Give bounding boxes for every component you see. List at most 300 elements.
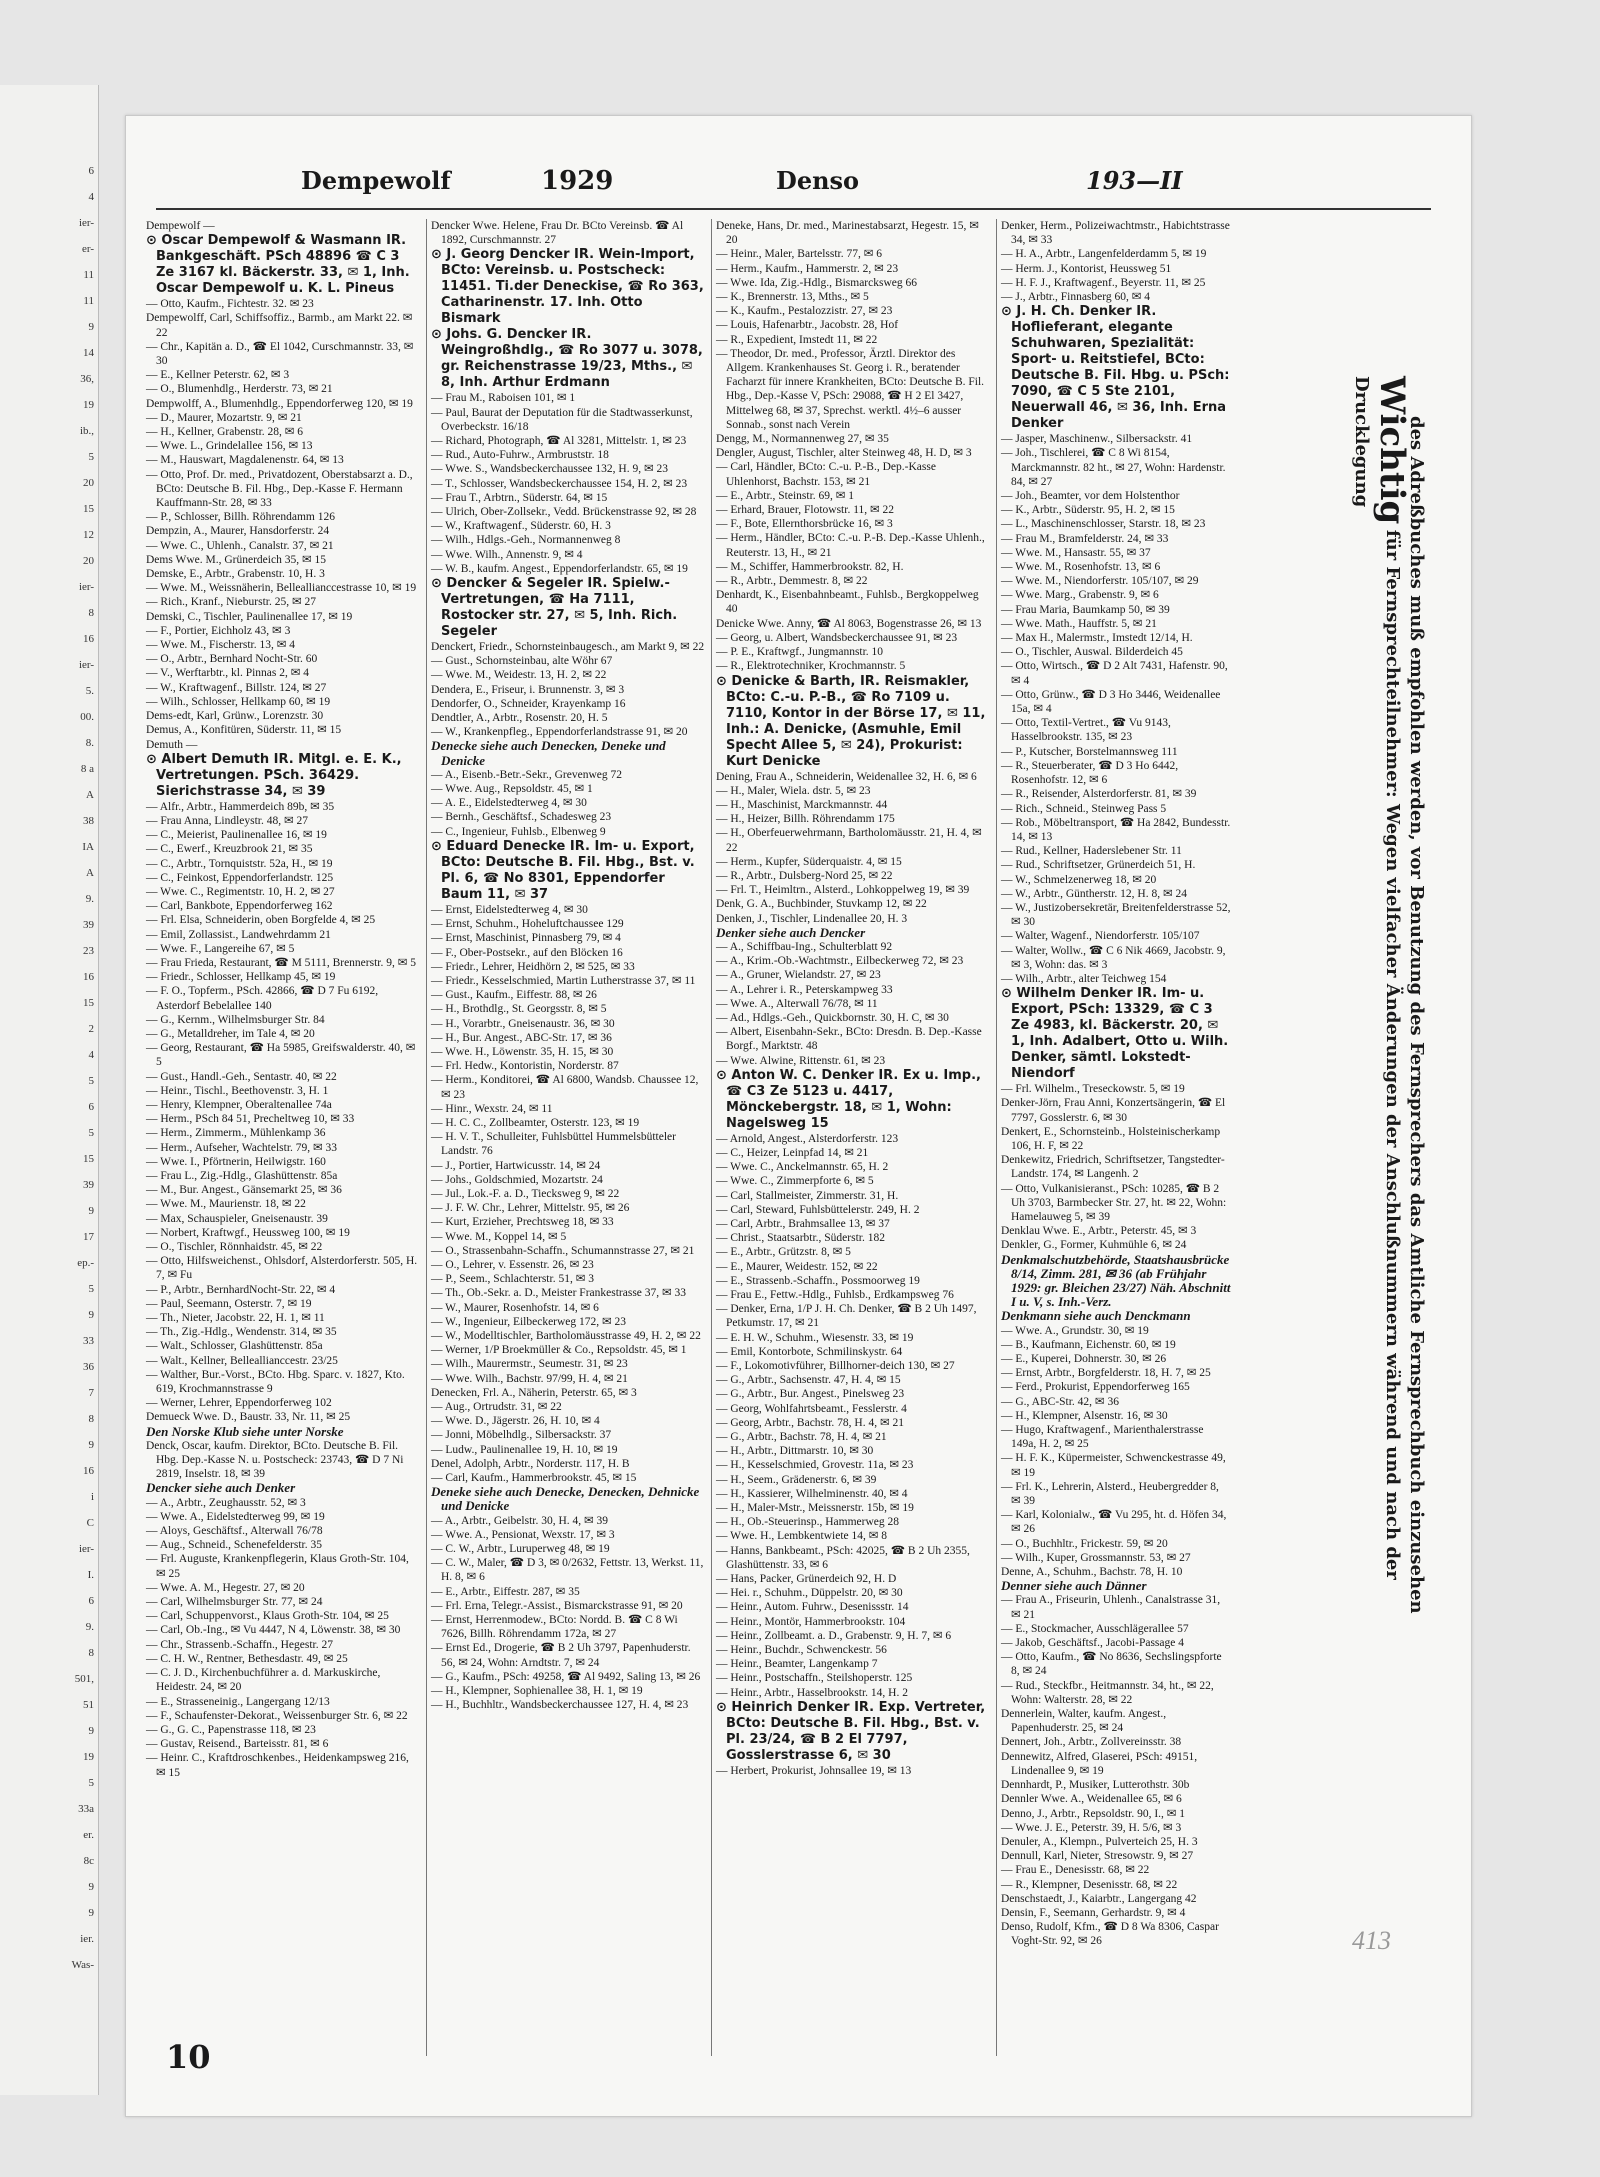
- margin-fragment: Was-: [71, 1959, 94, 1971]
- directory-entry: — Wwe. C., Uhlenh., Canalstr. 37, ✉ 21: [146, 539, 334, 552]
- directory-entry: — Walter, Wagenf., Niendorferstr. 105/107: [1001, 930, 1200, 943]
- directory-entry: — Frau M., Raboisen 101, ✉ 1: [431, 392, 576, 405]
- margin-fragment: 36: [83, 1361, 94, 1373]
- directory-entry: — Kurt, Erzieher, Prechtsweg 18, ✉ 33: [431, 1216, 614, 1229]
- column-1: [146, 219, 421, 1780]
- directory-entry: — H. F. J., Kraftwagenf., Beyerstr. 11, ✉ 25: [1001, 276, 1206, 289]
- margin-fragment: 5: [88, 451, 94, 463]
- directory-entry: — H., Arbtr., Dittmarstr. 10, ✉ 30: [716, 1445, 874, 1458]
- directory-entry: — J. F. W. Chr., Lehrer, Mittelstr. 95, ✉ 26: [431, 1202, 630, 1215]
- directory-entry: — C. J. D., Kirchenbuchführer a. d. Markuskirche, Heidestr. 24, ✉ 20: [146, 1667, 381, 1694]
- directory-entry: Denklau Wwe. E., Arbtr., Peterstr. 45, ✉ 3: [1001, 1225, 1197, 1238]
- directory-entry: Dennler Wwe. A., Weidenallee 65, ✉ 6: [1001, 1793, 1182, 1806]
- directory-entry: — Frau E., Denesisstr. 68, ✉ 22: [1001, 1864, 1150, 1877]
- directory-entry: — Heinr., Tischl., Beethovenstr. 3, H. 1: [146, 1084, 329, 1097]
- directory-entry: — Carl, Ob.-Ing., ✉ Vu 4447, N 4, Löwenstr. 38, ✉ 30: [146, 1624, 401, 1637]
- directory-entry: — Herm., PSch 84 51, Precheltweg 10, ✉ 33: [146, 1113, 355, 1126]
- directory-entry: — R., Reisender, Alsterdorferstr. 81, ✉ 39: [1001, 788, 1197, 801]
- directory-entry: — Herm., Aufseher, Wachtelstr. 79, ✉ 33: [146, 1141, 338, 1154]
- directory-entry: — Herm., Konditorei, ☎ Al 6800, Wandsb. Chaussee 12, ✉ 23: [431, 1074, 699, 1101]
- directory-entry: — K., Kaufm., Pestalozzistr. 27, ✉ 23: [716, 305, 893, 318]
- directory-entry: — Walther, Bur.-Vorst., BCto. Hbg. Sparc. v. 1827, Kto. 619, Krochmannstrasse 9: [146, 1368, 405, 1396]
- directory-entry: — Th., Ob.-Sekr. a. D., Meister Frankestrasse 37, ✉ 33: [431, 1287, 687, 1300]
- directory-entry: — E. H. W., Schuhm., Wiesenstr. 33, ✉ 19: [716, 1331, 914, 1344]
- margin-fragment: ier-: [78, 581, 94, 593]
- directory-entry: — O., Blumenhdlg., Herderstr. 73, ✉ 21: [146, 383, 333, 396]
- pencil-annotation: 413: [1352, 1926, 1391, 1955]
- page-number: 10: [166, 2038, 211, 2076]
- directory-entry: — Wilh., Kuper, Grossmannstr. 53, ✉ 27: [1001, 1551, 1191, 1564]
- margin-fragment: 15: [83, 503, 94, 515]
- directory-entry: — A. E., Eidelstedterweg 4, ✉ 30: [431, 797, 587, 810]
- directory-entry: — Ernst, Eidelstedterweg 4, ✉ 30: [431, 903, 588, 916]
- directory-entry: — G., Arbtr., Bachstr. 78, H. 4, ✉ 21: [716, 1431, 887, 1444]
- directory-entry: — Hei. r., Schuhm., Düppelstr. 20, ✉ 30: [716, 1587, 903, 1600]
- directory-entry: — Wwe. C., Anckelmannstr. 65, H. 2: [716, 1161, 889, 1174]
- directory-entry: Denschstaedt, J., Kaiarbtr., Langergang 42: [1001, 1892, 1197, 1905]
- directory-entry: Dennert, Joh., Arbtr., Zollvereinsstr. 38: [1001, 1736, 1182, 1749]
- margin-fragment: 9: [88, 1725, 94, 1737]
- directory-entry: ⊙ J. H. Ch. Denker IR. Hoflieferant, elegante Schuhwaren, Spezialität: Sport- u. Reitstiefel, BCto: Deutsche B. Fil. Hbg. u. PSch: 7090, ☎ C 5 Ste 2101, Neuerwall 46, ✉ 36, Inh. Erna Denker: [1001, 304, 1230, 432]
- directory-entry: — Wwe. A., Grundstr. 30, ✉ 19: [1001, 1324, 1149, 1337]
- directory-entry: ⊙ J. Georg Dencker IR. Wein-Import, BCto: Vereinsb. u. Postscheck: 11451. Ti.der Deneckise, ☎ Ro 363, Catharinenstr. 17. Inh. Otto Bismark: [431, 247, 704, 327]
- directory-entry: — Herm., Kaufm., Hammerstr. 2, ✉ 23: [716, 262, 899, 275]
- directory-entry: — Wwe. Wilh., Bachstr. 97/99, H. 4, ✉ 21: [431, 1372, 628, 1385]
- directory-entry: — W., Modelltischler, Bartholomäusstrasse 49, H. 2, ✉ 22: [431, 1329, 701, 1342]
- margin-fragment: 23: [83, 945, 94, 957]
- directory-entry: — E., Strassenb.-Schaffn., Possmoorweg 19: [716, 1274, 920, 1287]
- directory-entry: — Joh., Beamter, vor dem Holstenthor: [1001, 490, 1180, 503]
- margin-fragment: 9: [88, 1907, 94, 1919]
- directory-entry: — F. O., Topferm., PSch. 42866, ☎ D 7 Fu 6192, Asterdorf Bebelallee 140: [146, 985, 379, 1012]
- directory-entry: — A., Eisenb.-Betr.-Sekr., Grevenweg 72: [431, 768, 622, 781]
- directory-entry: — Gust., Schornsteinbau, alte Wöhr 67: [431, 655, 613, 668]
- margin-fragment: 39: [83, 919, 94, 931]
- margin-fragment: 9: [88, 1439, 94, 1451]
- directory-entry: Demski, C., Tischler, Paulinenallee 17, ✉ 19: [146, 610, 353, 623]
- directory-entry: — Wwe. Marg., Grabenstr. 9, ✉ 6: [1001, 589, 1159, 602]
- directory-entry: Dempewolf —: [146, 220, 215, 232]
- directory-entry: — E., Maurer, Weidestr. 152, ✉ 22: [716, 1260, 878, 1273]
- directory-entry: Denck, Oscar, kaufm. Direktor, BCto. Deutsche B. Fil. Hbg. Dep.-Kasse N. u. Postscheck: 23743, ☎ D 7 Ni 2819, Inselstr. 18, ✉ 39: [146, 1439, 404, 1481]
- directory-entry: — Wwe. M., Weidestr. 13, H. 2, ✉ 22: [431, 669, 607, 682]
- directory-entry: — Henry, Klempner, Oberaltenallee 74a: [146, 1098, 332, 1111]
- directory-entry: — Arnold, Angest., Alsterdorferstr. 123: [716, 1132, 899, 1145]
- directory-entry: Denkmann siehe auch Denckmann: [1001, 1308, 1191, 1324]
- directory-entry: — Emil, Kontorbote, Schmilinskystr. 64: [716, 1345, 903, 1358]
- directory-entry: — Werner, 1/P Broekmüller & Co., Repsoldstr. 45, ✉ 1: [431, 1344, 687, 1357]
- margin-fragment: 6: [88, 1595, 94, 1607]
- directory-entry: — Herm., Zimmerm., Mühlenkamp 36: [146, 1127, 326, 1140]
- margin-fragment: 33: [83, 1335, 94, 1347]
- directory-entry: — Herm., Händler, BCto: C.-u. P.-B. Dep.-Kasse Uhlenh., Reuterstr. 13, H., ✉ 21: [716, 532, 985, 559]
- directory-entry: ⊙ Johs. G. Dencker IR. Weingroßhdlg., ☎ Ro 3077 u. 3078, gr. Reichenstrasse 19/23, Mths., ✉ 8, Inh. Arthur Erdmann: [431, 327, 703, 391]
- directory-entry: — Hinr., Wexstr. 24, ✉ 11: [431, 1102, 553, 1115]
- margin-fragment: 39: [83, 1179, 94, 1191]
- directory-entry: Dengler, August, Tischler, alter Steinweg 48, H. D, ✉ 3: [716, 447, 972, 460]
- directory-entry: — Walt., Schlosser, Glashüttenstr. 85a: [146, 1340, 323, 1353]
- directory-entry: — H. A., Arbtr., Langenfelderdamm 5, ✉ 19: [1001, 248, 1207, 261]
- directory-entry: — K., Brennerstr. 13, Mths., ✉ 5: [716, 291, 869, 304]
- directory-entry: — Heinr., Maler, Bartelsstr. 77, ✉ 6: [716, 248, 882, 261]
- directory-entry: — Ernst, Schuhm., Hoheluftchaussee 129: [431, 918, 624, 931]
- header-right-word: Denso: [776, 166, 860, 195]
- directory-entry: — Paul, Seemann, Osterstr. 7, ✉ 19: [146, 1297, 312, 1310]
- directory-entry: — Wwe. A. M., Hegestr. 27, ✉ 20: [146, 1581, 305, 1594]
- directory-entry: — Friedr., Schlosser, Hellkamp 45, ✉ 19: [146, 971, 336, 984]
- directory-entry: — A., Gruner, Wielandstr. 27, ✉ 23: [716, 969, 881, 982]
- directory-entry: — C., Arbtr., Tornquiststr. 52a, H., ✉ 19: [146, 857, 333, 870]
- directory-entry: — F., Lokomotivführer, Billhorner-deich 130, ✉ 27: [716, 1360, 955, 1373]
- directory-entry: — Rud., Schriftsetzer, Grünerdeich 51, H.: [1001, 859, 1196, 872]
- directory-entry: — Frau T., Arbtrn., Süderstr. 64, ✉ 15: [431, 491, 608, 504]
- directory-entry: — Johs., Goldschmied, Mozartstr. 24: [431, 1173, 603, 1186]
- directory-entry: — Georg, Restaurant, ☎ Ha 5985, Greifswalderstr. 40, ✉ 5: [146, 1042, 416, 1069]
- directory-entry: — F., Portier, Eichholz 43, ✉ 3: [146, 624, 291, 637]
- directory-entry: — Albert, Eisenbahn-Sekr., BCto: Dresdn. B. Dep.-Kasse Borgf., Marktstr. 48: [716, 1026, 982, 1053]
- directory-entry: — M., Hauswart, Magdalenenstr. 64, ✉ 13: [146, 454, 344, 467]
- directory-entry: — Wwe. S., Wandsbeckerchaussee 132, H. 9, ✉ 23: [431, 463, 668, 476]
- directory-entry: — Georg, Wohlfahrtsbeamt., Fesslerstr. 4: [716, 1402, 907, 1415]
- directory-entry: — Carl, Kaufm., Hammerbrookstr. 45, ✉ 15: [431, 1472, 637, 1485]
- directory-entry: — Werner, Lehrer, Eppendorferweg 102: [146, 1397, 332, 1410]
- directory-entry: ⊙ Anton W. C. Denker IR. Ex u. Imp., ☎ C3 Ze 5123 u. 4417, Mönckebergstr. 18, ✉ 1, Wohn: Nagelsweg 15: [716, 1067, 981, 1131]
- page-header: [126, 166, 1471, 206]
- directory-entry: — Ludw., Paulinenallee 19, H. 10, ✉ 19: [431, 1443, 618, 1456]
- margin-fragment: 36,: [80, 373, 94, 385]
- directory-entry: Dencker Wwe. Helene, Frau Dr. BCto Vereinsb. ☎ Al 1892, Curschmannstr. 27: [431, 220, 684, 247]
- margin-fragment: 16: [83, 1465, 94, 1477]
- directory-entry: — Aloys, Geschäftsf., Alterwall 76/78: [146, 1525, 323, 1538]
- directory-entry: — Th., Zig.-Hdlg., Wendenstr. 314, ✉ 35: [146, 1326, 337, 1339]
- directory-entry: — H., Kesselschmied, Grovestr. 11a, ✉ 23: [716, 1459, 914, 1472]
- directory-entry: — Frau Maria, Baumkamp 50, ✉ 39: [1001, 603, 1170, 616]
- margin-fragment: ier-: [78, 1543, 94, 1555]
- directory-entry: ⊙ Denicke & Barth, IR. Reismakler, BCto: C.-u. P.-B., ☎ Ro 7109 u. 7110, Kontor in der Börse 17, ✉ 11, Inh.: A. Denicke, (Asmuhle, Emil Specht Allee 5, ✉ 24), Prokurist: Kurt Denicke: [716, 673, 986, 769]
- directory-entry: — W., Krankenpfleg., Eppendorferlandstrasse 91, ✉ 20: [431, 726, 688, 739]
- directory-entry: — Jakob, Geschäftsf., Jacobi-Passage 4: [1001, 1637, 1184, 1650]
- directory-entry: — Frl. Erna, Telegr.-Assist., Bismarckstrasse 91, ✉ 20: [431, 1599, 683, 1612]
- directory-entry: — Wwe. D., Jägerstr. 26, H. 10, ✉ 4: [431, 1415, 600, 1428]
- directory-entry: — W., Justizobersekretär, Breitenfelderstrasse 52, ✉ 30: [1001, 901, 1231, 929]
- directory-entry: Demus, A., Konfitüren, Süderstr. 11, ✉ 15: [146, 724, 342, 737]
- directory-entry: — Otto, Textil-Vertret., ☎ Vu 9143, Hasselbrookstr. 135, ✉ 23: [1001, 717, 1171, 744]
- margin-fragment: 9.: [85, 893, 94, 905]
- directory-entry: Dening, Frau A., Schneiderin, Weidenallee 32, H. 6, ✉ 6: [716, 770, 977, 783]
- directory-entry: — W. B., kaufm. Angest., Eppendorferlandstr. 65, ✉ 19: [431, 562, 688, 575]
- directory-entry: — H., Klempner, Alsenstr. 16, ✉ 30: [1001, 1409, 1168, 1422]
- directory-entry: — O., Lehrer, v. Essenstr. 26, ✉ 23: [431, 1258, 594, 1271]
- margin-fragment: 11: [83, 295, 94, 307]
- directory-entry: Dempewolff, Carl, Schiffsoffiz., Barmb., am Markt 22. ✉ 22: [146, 312, 413, 339]
- directory-entry: — H., Kassierer, Wilhelminenstr. 40, ✉ 4: [716, 1487, 908, 1500]
- directory-entry: — O., Buchhltr., Frickestr. 59, ✉ 20: [1001, 1537, 1168, 1550]
- directory-entry: — Wwe. M., Koppel 14, ✉ 5: [431, 1230, 567, 1243]
- directory-entry: — Theodor, Dr. med., Professor, Ärztl. Direktor des Allgem. Krankenhauses St. Georg i. R., beratender Facharzt für innere Krankheiten, BCto: Deutsche B. Fil. Hbg., Dep.-Kasse V, PSch: 29088, ☎ H 2 El 3427, Mittelweg 68, ✉ 37, Sprechst. werktl. 4½–6 ausser Sonnab., sonst nach Verein: [716, 347, 985, 431]
- margin-fragment: er-: [82, 243, 94, 255]
- directory-entry: — E., Arbtr., Grützstr. 8, ✉ 5: [716, 1246, 851, 1259]
- directory-entry: — H., Maschinist, Marckmannstr. 44: [716, 798, 888, 811]
- directory-entry: — Frau A., Friseurin, Uhlenh., Canalstrasse 31, ✉ 21: [1001, 1594, 1221, 1621]
- notice-line-1: für Fernsprechteilnehmer: Wegen vielfacher Änderungen der Anschlußnummern während und nach der Drucklegung: [1351, 376, 1403, 1580]
- directory-entry: — W., Maurer, Rosenhofstr. 14, ✉ 6: [431, 1301, 599, 1314]
- directory-entry: — Ernst, Herrenmodew., BCto: Nordd. B. ☎ C 8 Wi 7626, Billh. Röhrendamm 172a, ✉ 27: [431, 1614, 678, 1641]
- margin-fragment: 8.: [85, 737, 94, 749]
- margin-fragment: 16: [83, 971, 94, 983]
- directory-entry: — Herm., Kupfer, Süderquaistr. 4, ✉ 15: [716, 855, 902, 868]
- margin-fragment: 14: [83, 347, 94, 359]
- directory-entry: — Rud., Auto-Fuhrw., Armbruststr. 18: [431, 449, 609, 462]
- directory-entry: — P. E., Kraftwgf., Jungmannstr. 10: [716, 646, 884, 659]
- directory-entry: — Wwe. I., Pförtnerin, Heilwigstr. 160: [146, 1155, 326, 1168]
- directory-entry: — Wwe. F., Langereihe 67, ✉ 5: [146, 942, 295, 955]
- margin-fragment: IA: [82, 841, 94, 853]
- margin-fragment: 38: [83, 815, 94, 827]
- directory-entry: — Frl. Hedw., Kontoristin, Norderstr. 87: [431, 1060, 619, 1073]
- directory-entry: — Max, Schauspieler, Gneisenaustr. 39: [146, 1212, 328, 1225]
- directory-entry: — W., Arbtr., Güntherstr. 12, H. 8, ✉ 24: [1001, 887, 1187, 900]
- directory-entry: — Otto, Vulkanisieranst., PSch: 10285, ☎ B 2 Uh 3703, Barmbecker Str. 27, ht. ✉ 22, Wohn: Hamelauweg 5, ✉ 39: [1001, 1182, 1227, 1223]
- directory-entry: — H., Brothdlg., St. Georgsstr. 8, ✉ 5: [431, 1003, 607, 1016]
- directory-entry: Denso, Rudolf, Kfm., ☎ D 8 Wa 8306, Caspar Voght-Str. 92, ✉ 26: [1001, 1921, 1219, 1948]
- directory-entry: — E., Strasseneinig., Langergang 12/13: [146, 1695, 330, 1708]
- directory-entry: — R., Arbtr., Dulsberg-Nord 25, ✉ 22: [716, 869, 893, 882]
- directory-entry: — F., Bote, Ellernthorsbrücke 16, ✉ 3: [716, 518, 893, 531]
- directory-entry: — Walter, Wollw., ☎ C 6 Nik 4669, Jacobstr. 9, ✉ 3, Wohn: das. ✉ 3: [1001, 944, 1226, 971]
- directory-entry: — W., Kraftwagenf., Billstr. 124, ✉ 27: [146, 681, 327, 694]
- directory-entry: — Ernst, Maschinist, Pinnasberg 79, ✉ 4: [431, 932, 621, 945]
- directory-entry: — Rich., Kranf., Nieburstr. 25, ✉ 27: [146, 596, 316, 609]
- directory-entry: — E., Kuperei, Dohnerstr. 30, ✉ 26: [1001, 1353, 1167, 1365]
- directory-entry: — C., Ingenieur, Fuhlsb., Elbenweg 9: [431, 825, 606, 838]
- directory-entry: — A., Lehrer i. R., Peterskampweg 33: [716, 983, 893, 996]
- directory-entry: ⊙ Oscar Dempewolf & Wasmann IR. Bankgeschäft. PSch 48896 ☎ C 3 Ze 3167 kl. Bäckerstr. 33, ✉ 1, Inh. Oscar Dempewolf u. K. L. Pineus: [146, 233, 410, 297]
- directory-entry: — Herbert, Prokurist, Johnsallee 19, ✉ 13: [716, 1764, 912, 1777]
- margin-fragment: i: [90, 1491, 94, 1503]
- directory-entry: — Wwe. C., Zimmerpforte 6, ✉ 5: [716, 1175, 874, 1188]
- directory-entry: — G., G. C., Papenstrasse 118, ✉ 23: [146, 1723, 316, 1736]
- directory-entry: — Heinr., Postschaffn., Steilshoperstr. 125: [716, 1672, 913, 1685]
- directory-entry: — C., Ewerf., Kreuzbrook 21, ✉ 35: [146, 843, 313, 856]
- directory-entry: Dempwolff, A., Blumenhdlg., Eppendorferweg 120, ✉ 19: [146, 397, 413, 410]
- directory-entry: — Richard, Photograph, ☎ Al 3281, Mittelstr. 1, ✉ 23: [431, 435, 687, 448]
- directory-entry: — Wwe. Ida, Zig.-Hdlg., Bismarcksweg 66: [716, 276, 917, 289]
- directory-entry: — Jasper, Maschinenw., Silbersackstr. 41: [1001, 433, 1193, 446]
- margin-fragment: 5: [88, 1283, 94, 1295]
- margin-fragment: 5.: [85, 685, 94, 697]
- directory-entry: Dems Wwe. M., Grünerdeich 35, ✉ 15: [146, 553, 326, 566]
- directory-entry: ⊙ Albert Demuth IR. Mitgl. e. E. K., Vertretungen. PSch. 36429. Sierichstrasse 34, ✉ 39: [146, 751, 402, 799]
- directory-entry: — O., Tischler, Rönnhaidstr. 45, ✉ 22: [146, 1241, 323, 1253]
- directory-entry: Dendera, E., Friseur, i. Brunnenstr. 3, ✉ 3: [431, 683, 625, 696]
- directory-entry: — Carl, Steward, Fuhlsbüttelerstr. 249, H. 2: [716, 1203, 920, 1216]
- directory-entry: — Rob., Möbeltransport, ☎ Ha 2842, Bundesstr. 14, ✉ 13: [1001, 816, 1231, 843]
- directory-entry: — Aug., Ortrudstr. 31, ✉ 22: [431, 1401, 562, 1413]
- directory-entry: — Rud., Steckfbr., Heitmannstr. 34, ht., ✉ 22, Wohn: Walterstr. 28, ✉ 22: [1001, 1679, 1214, 1706]
- directory-entry: — Erhard, Brauer, Flotowstr. 11, ✉ 22: [716, 504, 895, 517]
- directory-entry: — C., Feinkost, Eppendorferlandstr. 125: [146, 871, 334, 884]
- directory-entry: — W., Ingenieur, Eilbeckerweg 172, ✉ 23: [431, 1315, 627, 1328]
- column-4: [1001, 219, 1231, 1949]
- directory-entry: — Emil, Zollassist., Landwehrdamm 21: [146, 928, 331, 941]
- directory-entry: — R., Elektrotechniker, Krochmannstr. 5: [716, 660, 906, 673]
- directory-entry: ⊙ Heinrich Denker IR. Exp. Vertreter, BCto: Deutsche B. Fil. Hbg., Bst. v. Pl. 23/24, ☎ B 2 El 7797, Gosslerstrasse 6, ✉ 30: [716, 1699, 986, 1763]
- directory-entry: — Chr., Strassenb.-Schaffn., Hegestr. 27: [146, 1638, 333, 1651]
- directory-entry: — G., Arbtr., Bur. Angest., Pinelsweg 23: [716, 1388, 905, 1401]
- margin-fragment: 20: [83, 555, 94, 567]
- directory-entry: — Wwe. Alwine, Rittenstr. 61, ✉ 23: [716, 1054, 886, 1067]
- directory-entry: — R., Klempner, Desenisstr. 68, ✉ 22: [1001, 1878, 1178, 1891]
- margin-fragment: 12: [83, 529, 94, 541]
- margin-fragment: 9.: [85, 1621, 94, 1633]
- directory-entry: Denker-Jörn, Frau Anni, Konzertsängerin, ☎ El 7797, Gosslerstr. 6, ✉ 30: [1001, 1097, 1226, 1124]
- margin-fragment: 8: [88, 607, 94, 619]
- margin-fragment: 16: [83, 633, 94, 645]
- directory-entry: — Carl, Händler, BCto: C.-u. P.-B., Dep.-Kasse Uhlenhorst, Bachstr. 153, ✉ 21: [716, 461, 936, 488]
- margin-fragment: 7: [88, 1387, 94, 1399]
- directory-entry: — Heinr., Zollbeamt. a. D., Grabenstr. 9, H. 7, ✉ 6: [716, 1629, 952, 1642]
- header-page-ref: 193—II: [1086, 166, 1183, 195]
- directory-entry: — Wilh., Schlosser, Hellkamp 60, ✉ 19: [146, 695, 331, 708]
- directory-entry: Denuler, A., Klempn., Pulverteich 25, H. 3: [1001, 1835, 1198, 1848]
- directory-entry: — G., Metalldreher, im Tale 4, ✉ 20: [146, 1027, 315, 1040]
- margin-fragment: 501,: [74, 1673, 94, 1685]
- directory-entry: — Ferd., Prokurist, Eppendorferweg 165: [1001, 1381, 1190, 1394]
- directory-entry: — G., ABC-Str. 42, ✉ 36: [1001, 1395, 1119, 1408]
- notice-sidebar: [1351, 376, 1441, 1626]
- column-3: [716, 219, 991, 1778]
- header-year: 1929: [541, 166, 614, 196]
- margin-fragment: 51: [83, 1699, 94, 1711]
- directory-entry: Denker siehe auch Dencker: [716, 924, 866, 940]
- directory-entry: — Ernst Ed., Drogerie, ☎ B 2 Uh 3797, Papenhuderstr. 56, ✉ 24, Wohn: Arndtstr. 7, ✉ 24: [431, 1642, 691, 1669]
- margin-fragment: 8c: [83, 1855, 94, 1867]
- column-divider: [711, 219, 712, 2056]
- directory-entry: — H., Maler-Mstr., Meissnerstr. 15b, ✉ 19: [716, 1502, 914, 1515]
- directory-entry: Dennewitz, Alfred, Glaserei, PSch: 49151, Lindenallee 9, ✉ 19: [1001, 1750, 1198, 1777]
- directory-page: [125, 115, 1472, 2117]
- directory-entry: Deneke, Hans, Dr. med., Marinestabsarzt, Hegestr. 15, ✉ 20: [716, 220, 979, 247]
- directory-entry: Dendtler, A., Arbtr., Rosenstr. 20, H. 5: [431, 712, 608, 725]
- directory-entry: — H., Bur. Angest., ABC-Str. 17, ✉ 36: [431, 1031, 612, 1044]
- directory-entry: — Frl. K., Lehrerin, Alsterd., Heubergredder 8, ✉ 39: [1001, 1480, 1219, 1508]
- margin-fragment: 00.: [80, 711, 94, 723]
- directory-entry: — V., Werftarbtr., kl. Pinnas 2, ✉ 4: [146, 667, 309, 680]
- directory-entry: — Wwe. L., Grindelallee 156, ✉ 13: [146, 440, 313, 453]
- margin-fragment: ier-: [78, 217, 94, 229]
- directory-entry: — Denker, Erna, 1/P J. H. Ch. Denker, ☎ B 2 Uh 1497, Petkumstr. 17, ✉ 21: [716, 1303, 977, 1330]
- directory-entry: — H., Seem., Grädenerstr. 6, ✉ 39: [716, 1473, 877, 1486]
- directory-entry: — Wwe. A., Alterwall 76/78, ✉ 11: [716, 997, 878, 1010]
- margin-fragment: 4: [88, 1049, 94, 1061]
- directory-entry: — A., Schiffbau-Ing., Schulterblatt 92: [716, 940, 893, 953]
- directory-entry: — A., Krim.-Ob.-Wachtmstr., Eilbeckerweg 72, ✉ 23: [716, 955, 964, 968]
- directory-entry: — Joh., Tischlerei, ☎ C 8 Wi 8154, Marckmannstr. 82 ht., ✉ 27, Wohn: Hardenstr. 84, ✉ 27: [1001, 447, 1226, 488]
- directory-entry: Denno, J., Arbtr., Repsoldstr. 90, I., ✉ 1: [1001, 1807, 1186, 1820]
- directory-entry: — G., Kernm., Wilhelmsburger Str. 84: [146, 1013, 325, 1026]
- directory-entry: — Chr., Kapitän a. D., ☎ El 1042, Curschmannstr. 33, ✉ 30: [146, 340, 414, 368]
- directory-entry: — C., Heizer, Leinpfad 14, ✉ 21: [716, 1146, 869, 1159]
- directory-entry: — Carl, Stallmeister, Zimmerstr. 31, H.: [716, 1189, 899, 1202]
- margin-fragment: 4: [88, 191, 94, 203]
- margin-fragment: 5: [88, 1777, 94, 1789]
- directory-entry: Denk, G. A., Buchbinder, Stuvkamp 12, ✉ 22: [716, 898, 927, 911]
- directory-entry: — Th., Nieter, Jacobstr. 22, H. 1, ✉ 11: [146, 1312, 325, 1325]
- directory-entry: — G., Kaufm., PSch: 49258, ☎ Al 9492, Saling 13, ✉ 26: [431, 1670, 701, 1683]
- directory-entry: — Hanns, Bankbeamt., PSch: 42025, ☎ B 2 Uh 2355, Glashüttenstr. 33, ✉ 6: [716, 1544, 970, 1571]
- directory-entry: — H., Vorarbtr., Gneisenaustr. 36, ✉ 30: [431, 1017, 615, 1030]
- directory-entry: — H., Klempner, Sophienallee 38, H. 1, ✉ 19: [431, 1685, 643, 1698]
- notice-title: Wichtig: [1372, 376, 1412, 525]
- directory-entry: Denhardt, K., Eisenbahnbeamt., Fuhlsb., Bergkoppelweg 40: [716, 589, 979, 616]
- margin-fragment: 19: [83, 1751, 94, 1763]
- directory-entry: Denkler, G., Former, Kuhmühle 6, ✉ 24: [1001, 1239, 1187, 1252]
- directory-entry: — Louis, Hafenarbtr., Jacobstr. 28, Hof: [716, 319, 899, 332]
- directory-entry: — Wwe. M., Niendorferstr. 105/107, ✉ 29: [1001, 575, 1199, 588]
- directory-entry: — H. F. K., Küpermeister, Schwenckestrasse 49, ✉ 19: [1001, 1452, 1226, 1479]
- directory-entry: Denecken, Frl. A., Näherin, Peterstr. 65, ✉ 3: [431, 1386, 637, 1399]
- directory-entry: — T., Schlosser, Wandsbeckerchaussee 154, H. 2, ✉ 23: [431, 477, 688, 490]
- directory-entry: — Wwe. C., Regimentstr. 10, H. 2, ✉ 27: [146, 885, 335, 898]
- directory-entry: — L., Maschinenschlosser, Starstr. 18, ✉ 23: [1001, 518, 1206, 531]
- column-divider: [426, 219, 427, 2056]
- directory-entry: — Jul., Lok.-F. a. D., Tiecksweg 9, ✉ 22: [431, 1187, 620, 1200]
- directory-entry: — H. C. C., Zollbeamter, Osterstr. 123, ✉ 19: [431, 1116, 640, 1129]
- margin-fragment: 17: [83, 1231, 94, 1243]
- margin-fragment: 15: [83, 1153, 94, 1165]
- directory-entry: — C. W., Arbtr., Luruperweg 48, ✉ 19: [431, 1543, 610, 1556]
- directory-entry: — C. H. W., Rentner, Bethesdastr. 49, ✉ 25: [146, 1652, 348, 1665]
- directory-entry: — Wwe. Aug., Repsoldstr. 45, ✉ 1: [431, 783, 593, 796]
- directory-entry: ⊙ Dencker & Segeler IR. Spielw.-Vertretungen, ☎ Ha 7111, Rostocker str. 27, ✉ 5, Inh. Rich. Segeler: [431, 576, 678, 640]
- directory-entry: — Heinr. C., Kraftdroschkenbes., Heidenkampsweg 216, ✉ 15: [146, 1752, 409, 1779]
- directory-entry: — Wwe. Wilh., Annenstr. 9, ✉ 4: [431, 548, 583, 561]
- directory-entry: Dennerlein, Walter, kaufm. Angest., Papenhuderstr. 25, ✉ 24: [1001, 1708, 1167, 1735]
- directory-entry: — Frau Anna, Lindleystr. 48, ✉ 27: [146, 814, 308, 827]
- directory-entry: — E., Stockmacher, Ausschlägerallee 57: [1001, 1622, 1189, 1635]
- directory-entry: — Gust., Handl.-Geh., Sentastr. 40, ✉ 22: [146, 1070, 337, 1083]
- directory-entry: — Otto, Kaufm., ☎ No 8636, Sechslingspforte 8, ✉ 24: [1001, 1651, 1222, 1678]
- margin-fragment: 6: [88, 1101, 94, 1113]
- directory-entry: — Otto, Wirtsch., ☎ D 2 Alt 7431, Hafenstr. 90, ✉ 4: [1001, 660, 1228, 687]
- directory-entry: Demuth —: [146, 738, 198, 751]
- directory-entry: — Heinr., Buchdr., Schwenckestr. 56: [716, 1644, 887, 1657]
- margin-fragment: 9: [88, 1309, 94, 1321]
- directory-entry: — Heinr., Beamter, Langenkamp 7: [716, 1658, 878, 1671]
- directory-entry: — Wilh., Maurermstr., Seumestr. 31, ✉ 23: [431, 1358, 628, 1371]
- margin-fragment: 8: [88, 1647, 94, 1659]
- directory-entry: — Ernst, Arbtr., Borgfelderstr. 18, H. 7, ✉ 25: [1001, 1367, 1211, 1380]
- directory-entry: — Wwe. H., Lembkentwiete 14, ✉ 8: [716, 1530, 888, 1543]
- notice-line-2: des Adreßbuches muß empfohlen werden, vor Benutzung des Fernsprechers das Amtliche Fernsprechbuch einzusehen: [1406, 416, 1427, 1614]
- directory-entry: — Wwe. H., Löwenstr. 35, H. 15, ✉ 30: [431, 1045, 614, 1058]
- margin-fragment: A: [86, 789, 94, 801]
- margin-fragment: 5: [88, 1075, 94, 1087]
- directory-entry: — Wwe. A., Eidelstedterweg 99, ✉ 19: [146, 1510, 325, 1523]
- directory-entry: — J., Arbtr., Finnasberg 60, ✉ 4: [1001, 291, 1151, 304]
- directory-entry: Dennull, Karl, Nieter, Stresowstr. 9, ✉ 27: [1001, 1850, 1194, 1863]
- directory-entry: — Bernh., Geschäftsf., Schadesweg 23: [431, 811, 612, 824]
- directory-entry: — Otto, Grünw., ☎ D 3 Ho 3446, Weidenallee 15a, ✉ 4: [1001, 688, 1221, 716]
- directory-entry: Denner siehe auch Dänner: [1001, 1578, 1147, 1594]
- directory-entry: — Carl, Arbtr., Brahmsallee 13, ✉ 37: [716, 1217, 890, 1230]
- directory-entry: — Hugo, Kraftwagenf., Marienthalerstrasse 149a, H. 2, ✉ 25: [1001, 1424, 1204, 1451]
- directory-entry: — Alfr., Arbtr., Hammerdeich 89b, ✉ 35: [146, 800, 335, 813]
- directory-entry: — H., Maler, Wiela. dstr. 5, ✉ 23: [716, 784, 871, 797]
- directory-entry: — Aug., Schneid., Schenefelderstr. 35: [146, 1539, 322, 1552]
- directory-entry: — Heinr., Arbtr., Hasselbrookstr. 14, H. 2: [716, 1686, 908, 1699]
- directory-entry: — Heinr., Montör, Hammerbrookstr. 104: [716, 1615, 906, 1628]
